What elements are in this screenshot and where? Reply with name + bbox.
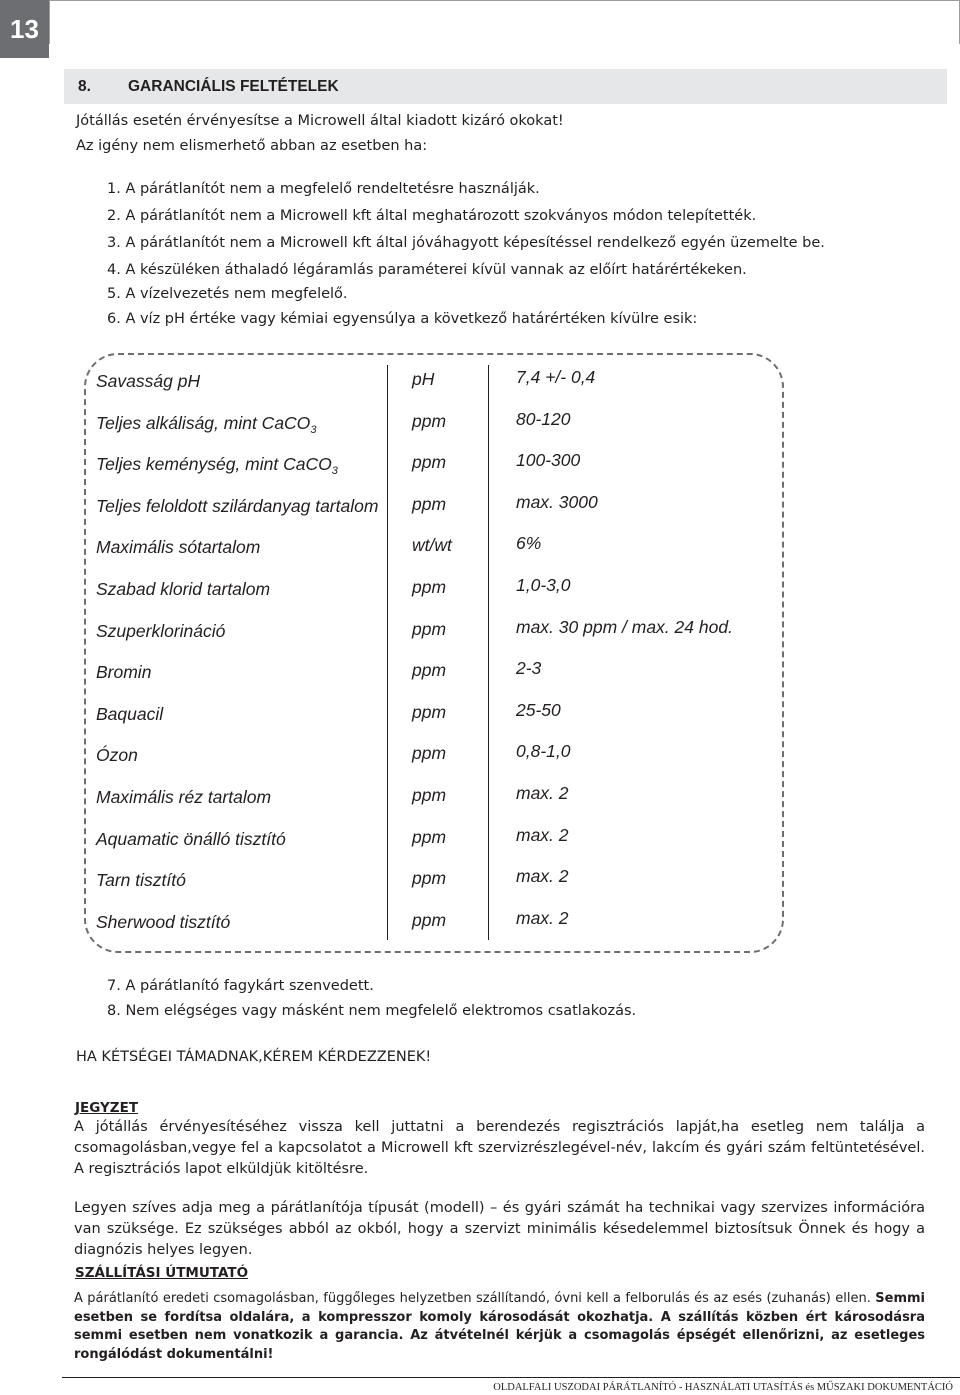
table-unit-cell: ppm: [412, 452, 447, 472]
param-name: Teljes feloldott szilárdanyag tartalom: [96, 496, 379, 516]
table-param-cell: [96, 704, 163, 724]
footer-text: OLDALFALI USZODAI PÁRÁTLANÍTÓ - HASZNÁLATI UTASÍTÁS és MŰSZAKI DOKUMENTÁCIÓ: [493, 1382, 953, 1393]
table-column-divider: [387, 365, 388, 940]
question-notice: HA KÉTSÉGEI TÁMADNAK,KÉREM KÉRDEZZENEK!: [76, 1049, 432, 1065]
table-unit-cell: ppm: [412, 743, 447, 763]
table-param-cell: [96, 496, 378, 516]
param-name: Maximális réz tartalom: [96, 787, 272, 807]
note-title: JEGYZET: [75, 1100, 139, 1116]
table-param-cell: [96, 621, 225, 641]
table-value-cell: 80-120: [516, 409, 571, 429]
table-value-cell: max. 2: [516, 783, 569, 803]
table-param-cell: [96, 912, 230, 932]
table-unit-cell: ppm: [412, 660, 447, 680]
param-name: Baquacil: [96, 704, 164, 724]
table-value-cell: 0,8-1,0: [516, 741, 571, 761]
table-value-cell: max. 2: [516, 908, 569, 928]
intro-line: Az igény nem elismerhető abban az esetben ha:: [76, 138, 428, 154]
table-param-cell: [96, 829, 286, 849]
intro-line: Jótállás esetén érvényesítse a Microwell által kiadott kizáró okokat!: [76, 113, 564, 129]
table-param-cell: [96, 454, 338, 481]
section-number: 8.: [78, 77, 91, 95]
param-name: Szuperklorináció: [96, 621, 226, 641]
shipping-warning: Semmi esetben se fordítsa oldalára, a kompresszor komoly károsodását okozhatja. A szállítás közben ért károsodásra semmi esetben nem vonatkozik a garancia. Az átvételnél kérjük a csomagolás épségét ellenőrizni, az esetleges rongálódást dokumentálni!: [74, 1291, 925, 1362]
param-subscript: 3: [331, 465, 338, 477]
table-unit-cell: ppm: [412, 702, 447, 722]
condition-item: 6. A víz pH értéke vagy kémiai egyensúlya a következő határértéken kívülre esik:: [107, 311, 698, 327]
table-value-cell: 1,0-3,0: [516, 575, 571, 595]
condition-item: 3. A párátlanítót nem a Microwell kft által jóváhagyott képesítéssel rendelkező egyén üzemelte be.: [107, 235, 825, 251]
table-value-cell: 25-50: [516, 700, 561, 720]
table-unit-cell: ppm: [412, 910, 447, 930]
condition-item: 8. Nem elégséges vagy másként nem megfelelő elektromos csatlakozás.: [107, 1003, 637, 1019]
condition-item: 1. A párátlanítót nem a megfelelő rendeltetésre használják.: [107, 181, 540, 197]
table-param-cell: [96, 745, 138, 765]
table-param-cell: [96, 870, 186, 890]
table-unit-cell: pH: [412, 369, 435, 389]
shipping-paragraph: [74, 1290, 925, 1364]
table-value-cell: 2-3: [516, 658, 542, 678]
table-unit-cell: wt/wt: [412, 535, 452, 555]
condition-item: 4. A készüléken áthaladó légáramlás paraméterei kívül vannak az előírt határértékeken.: [107, 262, 747, 278]
param-name: Ózon: [96, 745, 138, 765]
param-name: Savasság pH: [96, 371, 201, 391]
condition-item: 7. A párátlanító fagykárt szenvedett.: [107, 978, 374, 994]
table-unit-cell: ppm: [412, 827, 447, 847]
table-param-cell: [96, 537, 260, 557]
table-value-cell: max. 3000: [516, 492, 598, 512]
table-column-divider: [488, 365, 489, 940]
table-unit-cell: ppm: [412, 577, 447, 597]
param-subscript: 3: [310, 424, 317, 436]
table-unit-cell: ppm: [412, 494, 447, 514]
table-value-cell: 100-300: [516, 450, 581, 470]
table-param-cell: [96, 787, 271, 807]
table-unit-cell: ppm: [412, 619, 447, 639]
table-param-cell: [96, 662, 151, 682]
note-paragraph: A jótállás érvényesítéséhez vissza kell juttatni a berendezés regisztrációs lapját,ha esetleg nem találja a csomagolásban,vegye fel a kapcsolatot a Microwell kft szervizrészlegével-név, lakcím és gyári szám feltüntetésével. A regisztrációs lapot elküldjük kitöltésre.: [74, 1119, 925, 1177]
table-param-cell: [96, 371, 200, 391]
shipping-text: A párátlanító eredeti csomagolásban, függőleges helyzetben szállítandó, óvni kell a felborulás és az esés (zuhanás) ellen.: [74, 1291, 876, 1306]
page-frame-top: [49, 0, 960, 1]
param-name: Sherwood tisztító: [96, 912, 231, 932]
param-name: Teljes keménység, mint CaCO: [96, 454, 332, 474]
table-value-cell: 6%: [516, 533, 542, 553]
param-name: Tarn tisztító: [96, 870, 186, 890]
param-name: Teljes alkáliság, mint CaCO: [96, 413, 311, 433]
page-frame-left: [49, 0, 50, 44]
page-number: 13: [0, 0, 49, 58]
condition-item: 2. A párátlanítót nem a Microwell kft által meghatározott szokványos módon telepítették.: [107, 208, 757, 224]
table-unit-cell: ppm: [412, 785, 447, 805]
table-value-cell: 7,4 +/- 0,4: [516, 367, 596, 387]
param-name: Bromin: [96, 662, 152, 682]
table-unit-cell: ppm: [412, 868, 447, 888]
param-name: Maximális sótartalom: [96, 537, 261, 557]
param-name: Szabad klorid tartalom: [96, 579, 271, 599]
table-value-cell: max. 30 ppm / max. 24 hod.: [516, 617, 733, 637]
condition-item: 5. A vízelvezetés nem megfelelő.: [107, 286, 348, 302]
section-title: GARANCIÁLIS FELTÉTELEK: [128, 77, 339, 95]
water-parameters-box: [84, 353, 784, 953]
table-value-cell: max. 2: [516, 866, 569, 886]
section-header: [64, 69, 947, 104]
table-param-cell: [96, 579, 270, 599]
note-paragraph: Legyen szíves adja meg a párátlanítója típusát (modell) – és gyári számát ha technikai vagy szervizes információra van szüksége. Ez szükséges abból az okból, hogy a szervizt minimális késedelemmel biztosítsuk Önnek és hogy a diagnózis helyes legyen.: [74, 1200, 925, 1258]
param-name: Aquamatic önálló tisztító: [96, 829, 286, 849]
table-unit-cell: ppm: [412, 411, 447, 431]
footer-rule: [62, 1377, 960, 1378]
table-param-cell: [96, 413, 316, 440]
shipping-title: SZÁLLÍTÁSI ÚTMUTATÓ: [75, 1265, 249, 1281]
table-value-cell: max. 2: [516, 825, 569, 845]
